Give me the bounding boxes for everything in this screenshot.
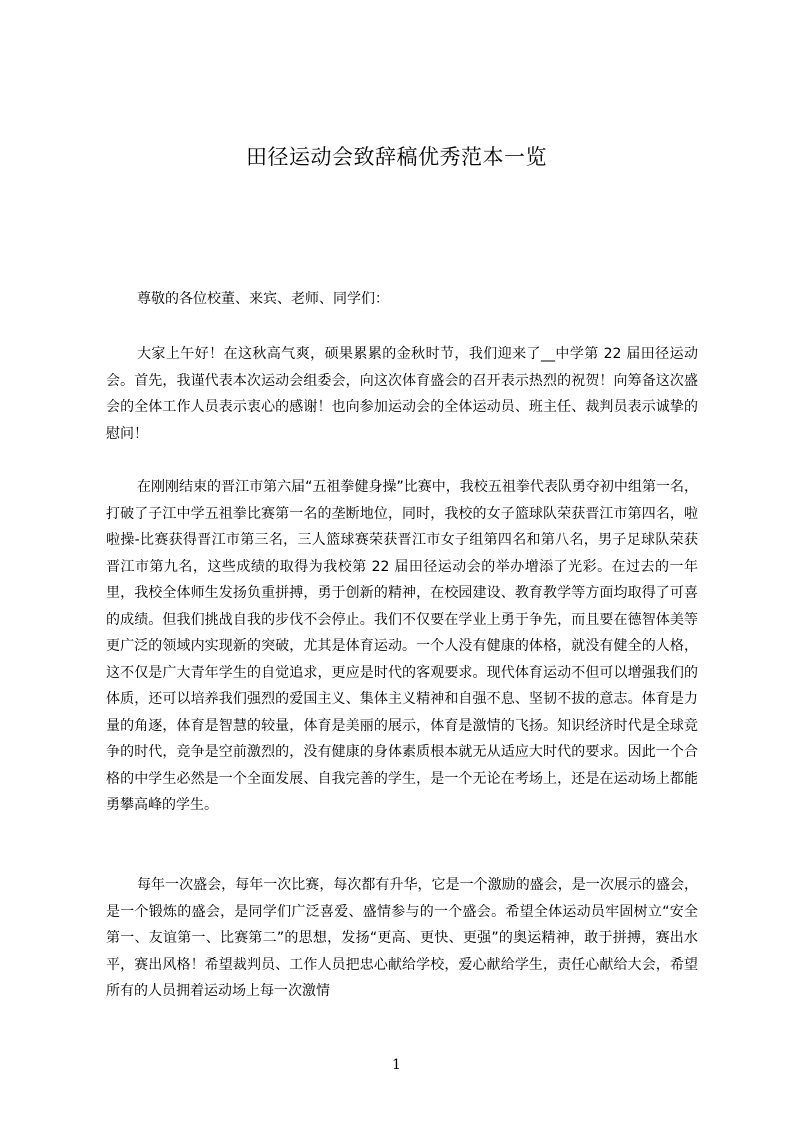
salutation: 尊敬的各位校董、来宾、老师、同学们：: [137, 291, 389, 307]
page-number: 1: [392, 1057, 401, 1073]
paragraph-hopes: 每年一次盛会，每年一次比赛，每次都有升华，它是一个激励的盛会，是一次展示的盛会，是一个锻炼的盛会，是同学们广泛喜爱、盛情参与的一个盛会。希望全体运动员牢固树立“安全第一、友谊第一、比赛第二”的思想，发扬“更高、更快、更强”的奥运精神，敢于拼搏，赛出水平，赛出风格！希望裁判员、工作人员把忠心献给学校，爱心献给学生，责任心献给大会，希望所有的人员拥着运动场上每一次激情: [106, 877, 698, 999]
document-title: 田径运动会致辞稿优秀范本一览: [246, 145, 547, 169]
paragraph-opening: 大家上午好！在这秋高气爽，硕果累累的金秋时节，我们迎来了__中学第 22 届田径运动会。首先，我谨代表本次运动会组委会，向这次体育盛会的召开表示热烈的祝贺！向筹备这次盛会的全体工作人员表示衷心的感谢！也向参加运动会的全体运动员、班主任、裁判员表示诚挚的慰问！: [106, 346, 698, 442]
paragraph-achievements: 在刚刚结束的晋江市第六届“五祖拳健身操”比赛中，我校五祖拳代表队勇夺初中组第一名，打破了子江中学五祖拳比赛第一名的垄断地位，同时，我校的女子篮球队荣获晋江市第四名，啦啦操-比赛获得晋江市第三名，三人篮球赛荣获晋江市女子组第四名和第八名，男子足球队荣获晋江市第九名，这些成绩的取得为我校第 22 届田径运动会的举办增添了光彩。在过去的一年里，我校全体师生发扬负重拼搏，勇于创新的精神，在校园建设、教育教学等方面均取得了可喜的成绩。但我们挑战自我的步伐不会停止。我们不仅要在学业上勇于争先，而且要在德智体美等更广泛的领域内实现新的突破，尤其是体育运动。一个人没有健康的体格，就没有健全的人格，这不仅是广大青年学生的自觉追求，更应是时代的客观要求。现代体育运动不但可以增强我们的体质，还可以培养我们强烈的爱国主义、集体主义精神和自强不息、坚韧不拔的意志。体育是力量的角逐，体育是智慧的较量，体育是美丽的展示，体育是激情的飞扬。知识经济时代是全球竞争的时代，竞争是空前激烈的，没有健康的身体素质根本就无从适应大时代的要求。因此一个合格的中学生必然是一个全面发展、自我完善的学生，是一个无论在考场上，还是在运动场上都能勇攀高峰的学生。: [106, 479, 698, 813]
